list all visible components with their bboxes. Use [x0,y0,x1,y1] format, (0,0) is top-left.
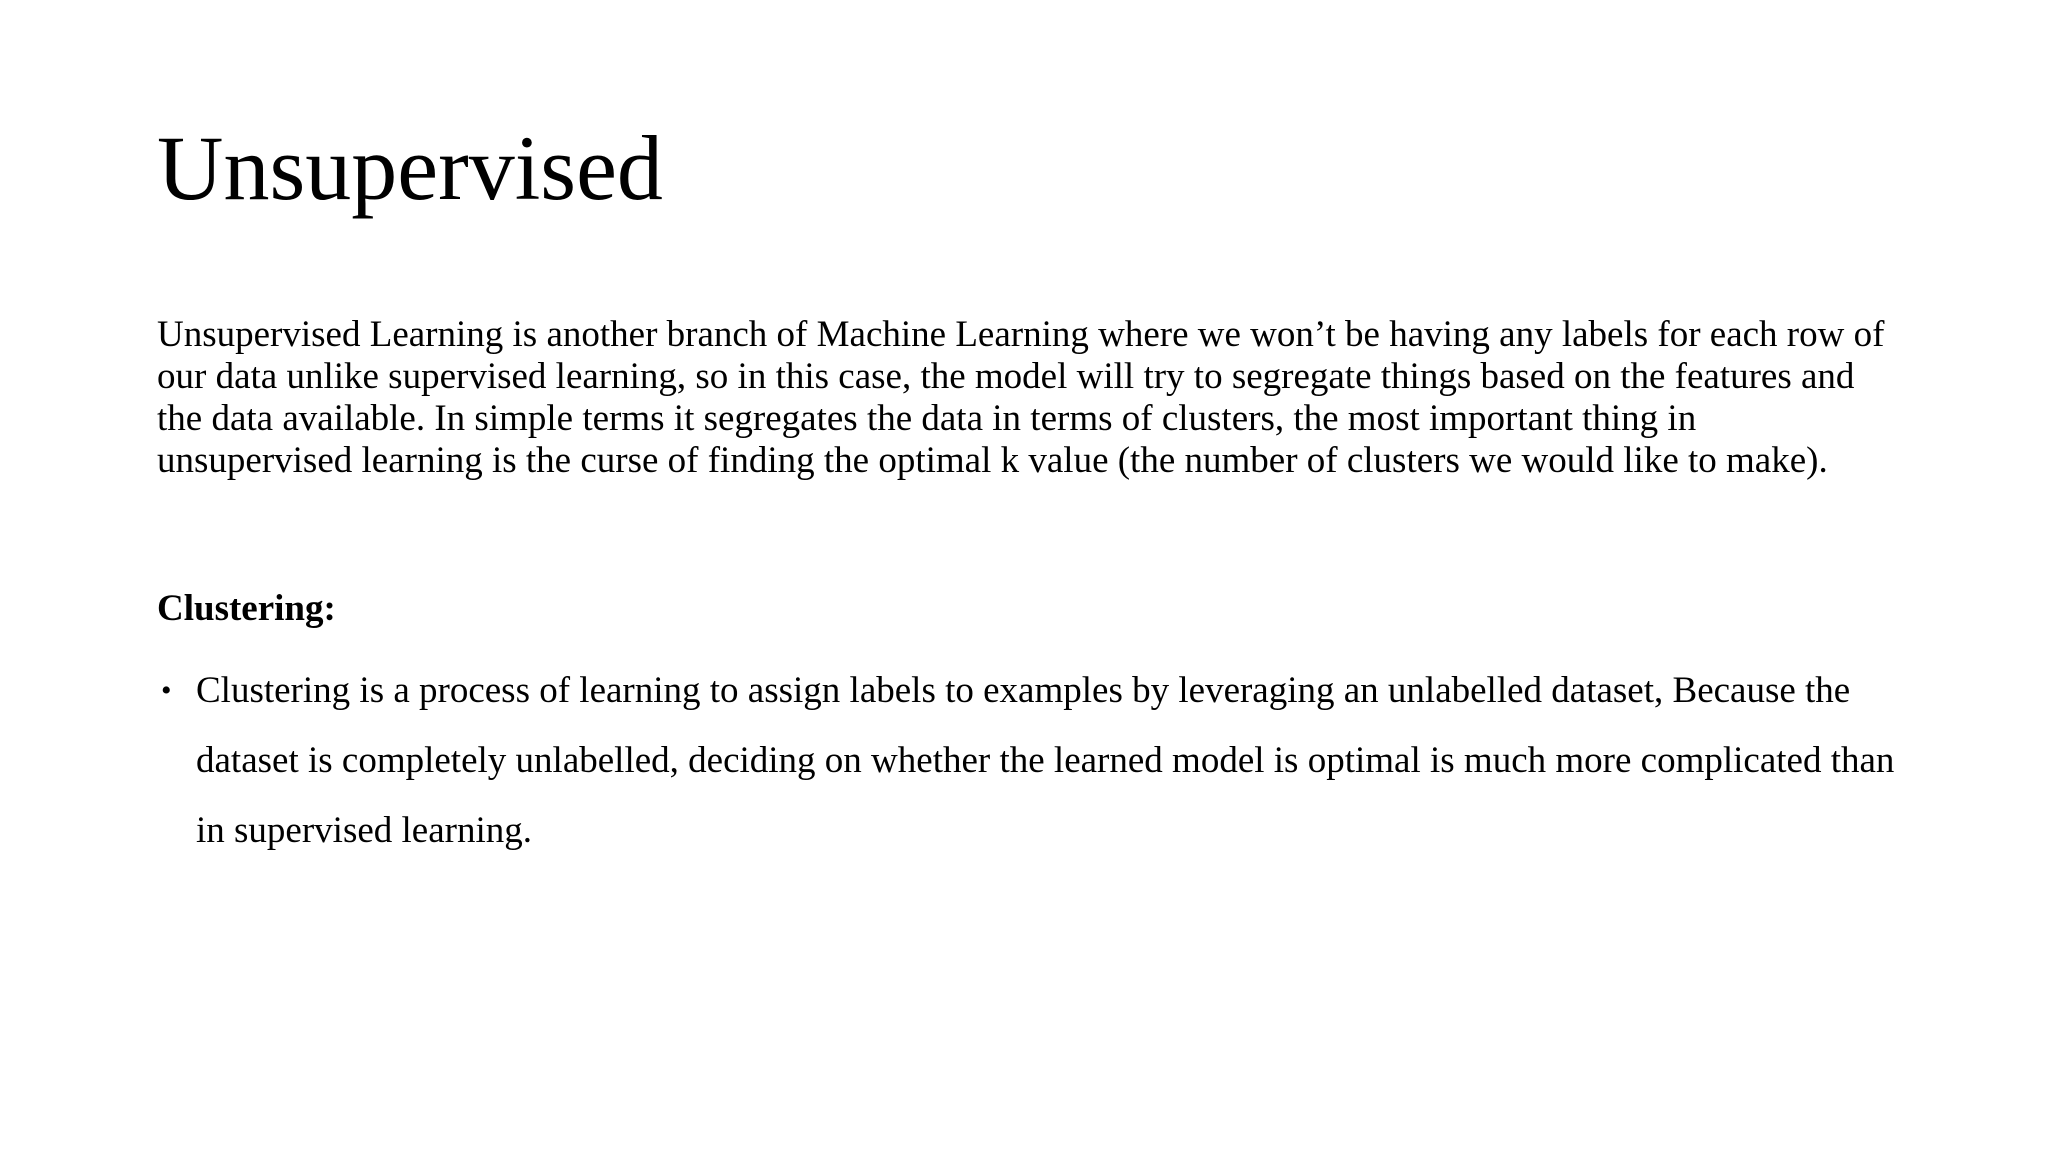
bullet-dot-icon: • [161,674,172,707]
slide-title: Unsupervised [157,117,663,219]
bullet-text: Clustering is a process of learning to assign labels to examples by leveraging an unlabelled dataset, Because the dataset is completely unlabelled, deciding on whether the learned model is optimal is much more complicated than in supervised learning. [196,670,1895,851]
intro-paragraph: Unsupervised Learning is another branch of Machine Learning where we won’t be having any labels for each row of our data unlike supervised learning, so in this case, the model will try to segregate things based on the features and the data available. In simple terms it segregates the data in terms of clusters, the most important thing in unsupervised learning is the curse of finding the optimal k value (the number of clusters we would like to make). [157,314,1885,481]
bullet-item [157,656,1897,866]
section-heading-clustering: Clustering: [157,588,336,629]
bullet-list [157,656,1897,866]
